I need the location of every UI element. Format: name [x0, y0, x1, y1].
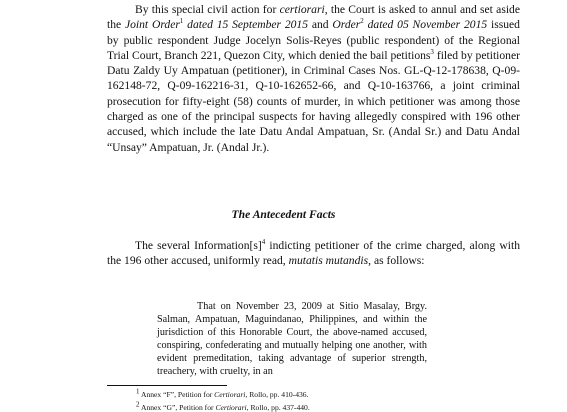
footnote-ref-2[interactable]: 2: [360, 17, 364, 26]
footnote-1: [136, 387, 309, 399]
footnote-text: , Rollo, pp. 410-436.: [245, 390, 309, 399]
intro-text: filed by petitioner Datu Zaldy Uy Ampatuan (petitioner), in Criminal Cases Nos. GL-Q-12-178638, Q-09-162148-72, Q-09-162216-31, Q-10-162652-66, and Q-10-163766, a joint criminal prosecution for fifty-eight (58) counts of murder, in which petitioner was among those charged as one of the principal suspects for having allegedly conspired with 196 other accused, which include the late Datu Andal Ampatuan, Sr. (Andal Sr.) and Datu Andal “Unsay” Ampatuan, Jr. (Andal Jr.).: [107, 48, 520, 154]
footnote-ref-1[interactable]: 1: [179, 17, 184, 26]
footnote-number: 1: [136, 387, 140, 396]
footnote-ref-4[interactable]: 4: [261, 238, 266, 247]
intro-text-italic: dated 05 November 2015: [363, 18, 488, 32]
intro-text-italic: dated 15 September 2015: [183, 18, 309, 32]
footnote-text: , Rollo, pp. 437-440.: [246, 403, 310, 412]
intro-text-italic: certiorari: [279, 3, 325, 16]
info-text: The several Information[s]: [135, 239, 262, 252]
quote-text: That on November 23, 2009 at Sitio Masalay, Brgy. Salman, Ampatuan, Maguindanao, Philippines, and within the jurisdiction of this Honorable Court, the above-named accused, conspiring, confederating and mutually helping one another, with evident premeditation, taking advantage of superior strength, treachery, with cruelty, in an: [157, 301, 427, 378]
info-text: , as follows:: [368, 254, 425, 268]
intro-text-italic: Joint Order: [124, 18, 180, 32]
footnote-2: [136, 400, 310, 412]
information-paragraph: [107, 238, 520, 269]
intro-paragraph: [107, 2, 520, 155]
section-heading: The Antecedent Facts: [231, 208, 336, 221]
intro-text: issued by public respondent Judge Jocelyn Solis-Reyes (public respondent) of the Regional Trial Court, Branch 221, Quezon City, which denied the bail petitions: [107, 18, 520, 62]
footnote-divider: [107, 385, 227, 386]
intro-text: and: [308, 18, 333, 32]
info-text-italic: mutatis mutandis: [288, 254, 369, 268]
info-text: indicting petitioner of the crime charged, along with the 196 other accused, uniformly read,: [107, 239, 520, 268]
footnote-text: Annex “F”, Petition for: [139, 390, 215, 399]
footnote-number: 2: [136, 400, 140, 409]
footnote-text-italic: Certiorari: [215, 403, 247, 412]
footnote-ref-3[interactable]: 3: [430, 48, 434, 57]
intro-text: By this special civil action for: [135, 3, 280, 16]
footnote-text: Annex “G”, Petition for: [139, 403, 216, 412]
footnote-text-italic: Certiorari: [214, 390, 246, 399]
block-quote: [157, 300, 427, 379]
intro-text: , the Court is asked to annul and set aside the: [107, 3, 521, 32]
intro-text-italic: Order: [332, 18, 361, 32]
